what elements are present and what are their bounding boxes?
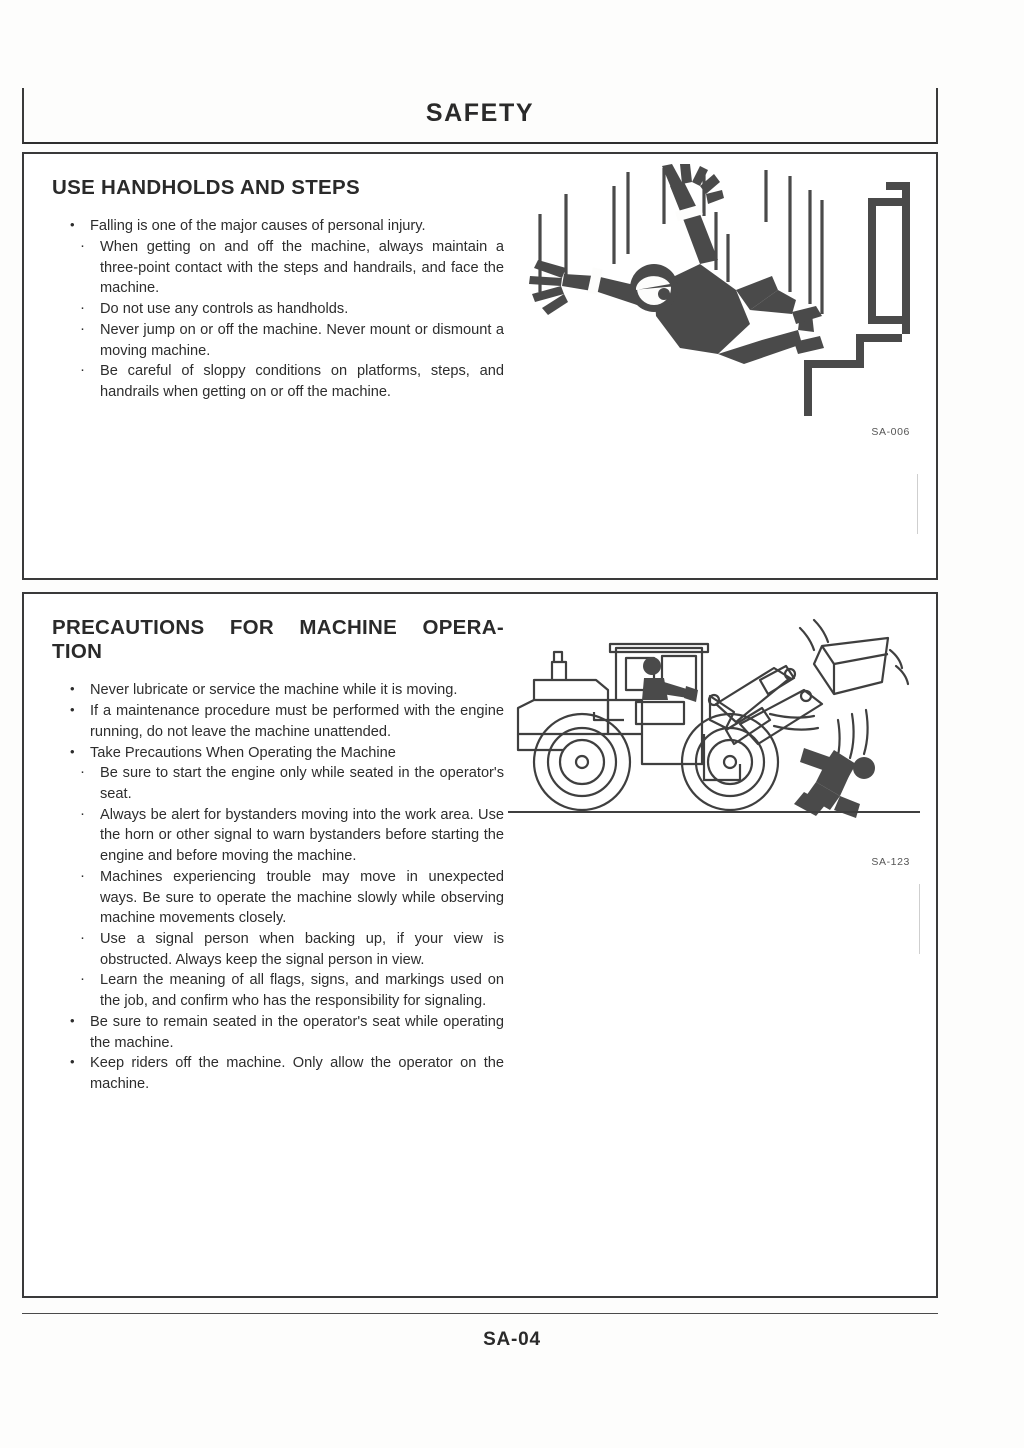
bullet-middot-icon: · — [80, 763, 85, 781]
list-item-text: Falling is one of the major causes of personal injury. — [90, 218, 426, 235]
list-item — [78, 970, 504, 1011]
bullet-dot-icon: • — [70, 743, 75, 759]
falling-person-illustration — [504, 164, 928, 438]
figure-code: SA-123 — [871, 856, 910, 868]
handholds-text-column — [52, 176, 504, 403]
page-title: SAFETY — [425, 98, 535, 127]
list-item — [66, 216, 504, 237]
list-item-text: Always be alert for bystanders moving into the work area. Use the horn or other signal to warn bystanders before starting the engine and before moving the machine. — [100, 806, 504, 865]
bullet-middot-icon: · — [80, 361, 85, 379]
list-item-text: Be sure to remain seated in the operator's seat while operating the machine. — [90, 1013, 504, 1051]
bullet-middot-icon: · — [80, 319, 85, 337]
list-item — [78, 237, 504, 299]
list-item — [78, 867, 504, 929]
precautions-illustration-column — [504, 604, 928, 868]
list-item-text: Never jump on or off the machine. Never mount or dismount a moving machine. — [100, 321, 504, 359]
handholds-bullet-list — [52, 216, 504, 402]
list-item-text: When getting on and off the machine, always maintain a three-point contact with the steps and handrails, and face the machine. — [100, 238, 504, 297]
page-header-band — [22, 88, 938, 144]
precautions-bullet-list — [52, 680, 504, 1094]
scan-artifact-line — [919, 884, 920, 954]
list-item-text: Machines experiencing trouble may move in unexpected ways. Be sure to operate the machine slowly while observing machine movements closely. — [100, 868, 504, 927]
bullet-middot-icon: · — [80, 929, 85, 946]
list-item-text: Keep riders off the machine. Only allow the operator on the machine. — [90, 1055, 504, 1093]
list-item — [78, 361, 504, 402]
list-item — [66, 1053, 504, 1094]
list-item-text: If a maintenance procedure must be performed with the engine running, do not leave the machine unattended. — [90, 703, 504, 740]
scan-artifact-line — [917, 474, 918, 534]
handholds-heading: USE HANDHOLDS AND STEPS — [52, 176, 360, 199]
list-item — [78, 299, 504, 320]
bullet-middot-icon: · — [80, 299, 85, 317]
list-item-text: Learn the meaning of all flags, signs, and markings used on the job, and confirm who has the responsibility for signaling. — [100, 972, 504, 1010]
heading-line-2: TION — [52, 640, 103, 664]
bullet-middot-icon: · — [80, 236, 85, 254]
list-item-text: Never lubricate or service the machine while it is moving. — [90, 682, 458, 699]
list-item-text: Do not use any controls as handholds. — [100, 301, 349, 318]
section-use-handholds-and-steps — [22, 152, 938, 580]
wheel-loader-bystander-illustration — [504, 604, 928, 868]
list-item — [78, 320, 504, 361]
list-item-text: Use a signal person when backing up, if your view is obstructed. Always keep the signal person in view. — [100, 931, 504, 968]
list-item-text: Take Precautions When Operating the Machine — [90, 744, 396, 761]
figure-code: SA-006 — [871, 426, 910, 438]
list-item — [66, 680, 504, 701]
list-item — [78, 763, 504, 804]
precautions-heading — [52, 616, 504, 664]
bullet-middot-icon: · — [80, 970, 85, 988]
list-item — [78, 929, 504, 970]
bullet-middot-icon: · — [80, 804, 85, 822]
bullet-middot-icon: · — [80, 866, 85, 884]
list-item-text: Be sure to start the engine only while seated in the operator's seat. — [100, 765, 504, 802]
list-item — [78, 805, 504, 867]
precautions-text-column — [52, 616, 504, 1095]
bullet-dot-icon: • — [70, 702, 75, 718]
list-item-text: Be careful of sloppy conditions on platforms, steps, and handrails when getting on or off the machine. — [100, 363, 504, 400]
bullet-dot-icon: • — [70, 681, 75, 697]
handholds-illustration-column — [504, 164, 928, 438]
list-item — [66, 1012, 504, 1053]
heading-line-1: PRECAUTIONS FOR MACHINE OPERA- — [52, 616, 504, 639]
footer-divider — [22, 1313, 938, 1314]
bullet-dot-icon: • — [70, 1012, 75, 1028]
list-item — [66, 743, 504, 764]
page-number: SA-04 — [483, 1329, 541, 1350]
section-precautions-for-machine-operation — [22, 592, 938, 1298]
list-item — [66, 701, 504, 742]
bullet-dot-icon: • — [70, 217, 75, 233]
bullet-dot-icon: • — [70, 1054, 75, 1070]
